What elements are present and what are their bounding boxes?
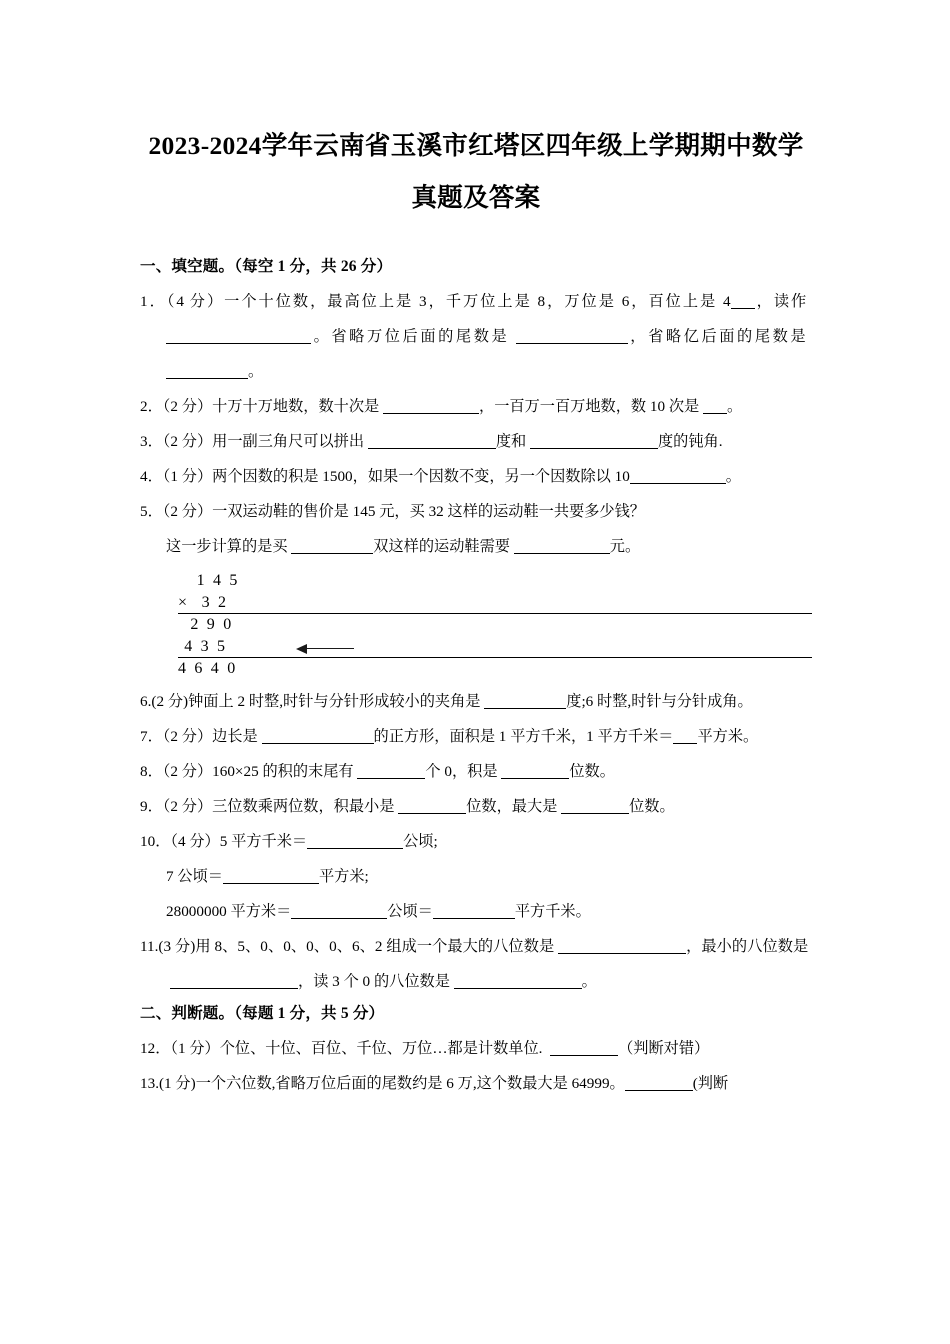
question-11-text-a: 用 8、5、0、0、0、0、6、2 组成一个最大的八位数是 [195,937,555,955]
blank-5-1[interactable] [291,540,373,554]
multiplicand-row [178,570,812,592]
question-7 [140,719,812,754]
question-7-text-a: 边长是 [212,727,258,745]
question-8-text-a: 160×25 的积的末尾有 [212,762,354,780]
partial-product-1: 2 9 0 [190,616,234,633]
multiply-operator: × [178,593,190,611]
question-2-text-b: ，一百万一百万地数，数 10 次是 [479,398,700,415]
blank-2-2[interactable] [703,400,727,414]
product-row [178,658,812,680]
question-4 [140,459,812,494]
question-1 [140,284,812,389]
question-9-number: 9． [140,797,163,815]
question-13-text-b: (判断 [692,1074,729,1092]
question-9-text-a: 三位数乘两位数，积最小是 [212,797,395,815]
question-8-text-b: 个 0，积是 [425,762,498,780]
blank-11-1[interactable] [558,940,686,954]
question-12-number: 12． [140,1039,171,1057]
question-5-text-d: 元。 [609,538,641,555]
question-4-text-b: 。 [725,468,741,485]
question-3-number: 3． [140,433,163,450]
question-1-text-a: 一个十位数，最高位上是 3，千万位上是 8，万位是 6，百位上是 4 [224,293,731,310]
question-5-score: （2 分） [162,503,213,520]
blank-8-1[interactable] [357,765,425,779]
blank-13-1[interactable] [625,1077,693,1091]
question-7-score: （2 分） [162,727,213,745]
section-heading-true-false: 二、判断题。（每题 1 分，共 5 分） [140,1004,385,1022]
question-5-subline [140,529,812,564]
question-13-text-a: 一个六位数,省略万位后面的尾数约是 6 万,这个数最大是 64999。 [195,1074,625,1092]
question-1-number: 1． [140,293,167,310]
multiplicand: 1 4 5 [196,572,240,589]
question-3-text-a: 用一副三角尺可以拼出 [212,433,365,450]
question-9 [140,789,812,824]
question-11-score: (3 分) [158,937,196,955]
section-heading-fill-in-blanks: 一、填空题。（每空 1 分，共 26 分） [140,258,393,275]
blank-10-3[interactable] [291,905,387,919]
question-13-score: (1 分) [158,1074,196,1092]
question-7-text-b: 的正方形，面积是 1 平方千米，1 平方千米＝ [373,727,674,745]
question-12 [140,1031,812,1066]
question-5-text-b: 这一步计算的是买 [166,538,288,555]
partial-product-2-row [178,636,812,659]
question-10-text-g: 平方千米。 [514,902,591,920]
question-12-score: （1 分） [170,1039,220,1057]
blank-10-4[interactable] [433,905,515,919]
multiplier-row [178,592,812,615]
question-6-text-c: 角。 [722,692,753,710]
question-1-score: （4 分） [166,293,225,310]
question-6-number: 6. [140,692,152,710]
blank-5-2[interactable] [514,540,610,554]
question-1-text-e: 。 [248,363,264,380]
question-6 [140,684,812,719]
question-11 [140,929,812,999]
question-10-text-c: 7 公顷＝ [166,867,223,885]
blank-10-1[interactable] [307,835,403,849]
blank-11-2[interactable] [170,975,298,989]
question-8 [140,754,812,789]
question-10 [140,824,812,859]
blank-11-3[interactable] [454,975,582,989]
title-line-1: 2023-2024学年云南省玉溪市红塔区四年级上学期期中数学 [148,131,804,160]
question-10-text-b: 公顷; [403,832,438,850]
blank-1-2[interactable] [166,330,311,344]
question-9-score: （2 分） [162,797,213,815]
question-5 [140,494,812,529]
partial-product-1-row [178,614,812,636]
question-9-text-b: 位数，最大是 [466,797,558,815]
question-10-text-f: 公顷＝ [387,902,433,920]
question-13-number: 13. [140,1074,159,1092]
question-10-number: 10． [140,832,171,850]
question-2-score: （2 分） [162,398,213,415]
question-1-text-c: 。省略万位后面的尾数是 [311,328,510,345]
blank-9-1[interactable] [398,800,466,814]
question-12-text-a: 个位、十位、百位、千位、万位…都是计数单位. [219,1039,543,1057]
question-10-text-d: 平方米; [318,867,369,885]
question-11-text-c: ，读 3 个 0 的八位数是 [298,972,450,990]
question-10-text-a: 5 平方千米＝ [219,832,308,850]
blank-1-1[interactable] [731,295,755,309]
blank-1-3[interactable] [516,330,628,344]
question-4-score: （1 分） [162,468,213,485]
blank-12-1[interactable] [550,1042,618,1056]
question-5-number: 5． [140,503,163,520]
question-2-text-c: 。 [727,398,743,415]
question-9-text-c: 位数。 [629,797,675,815]
blank-7-1[interactable] [262,730,374,744]
left-arrow-icon [296,644,354,654]
question-8-number: 8． [140,762,163,780]
blank-6-1[interactable] [484,695,566,709]
blank-8-2[interactable] [501,765,569,779]
question-1-text-d: ，省略亿后面的尾数是 [627,328,809,345]
question-10-text-e: 28000000 平方米＝ [166,902,292,920]
question-4-number: 4． [140,468,163,485]
question-5-text-a: 一双运动鞋的售价是 145 元，买 32 这样的运动鞋一共要多少钱？ [212,503,645,520]
blank-10-2[interactable] [223,870,319,884]
blank-3-1[interactable] [368,435,496,449]
question-2-number: 2． [140,398,163,415]
question-11-text-b: ，最小的八位数是 [686,937,809,955]
partial-product-2: 4 3 5 [184,637,228,655]
page-title [140,120,812,224]
blank-2-1[interactable] [383,400,479,414]
question-6-score: (2 分) [151,692,189,710]
question-2 [140,389,812,424]
question-10-subline-1 [140,859,812,894]
question-11-number: 11. [140,937,159,955]
question-3 [140,424,812,459]
title-line-2: 真题及答案 [411,183,541,212]
question-8-text-c: 位数。 [569,762,615,780]
question-7-number: 7． [140,727,163,745]
multiplier: 3 2 [201,593,229,611]
question-1-text-b: ，读作 [754,293,809,310]
blank-9-2[interactable] [561,800,629,814]
question-7-text-c: 平方米。 [697,727,759,745]
exam-body [140,252,812,1101]
question-3-text-b: 度和 [495,433,527,450]
blank-7-2[interactable] [673,730,697,744]
question-6-text-b: 度;6 时整,时针与分针成 [566,692,723,710]
question-5-text-c: 双这样的运动鞋需要 [373,538,510,555]
question-8-score: （2 分） [162,762,213,780]
vertical-multiplication-figure [140,570,812,680]
blank-4-1[interactable] [630,470,726,484]
product: 4 6 4 0 [178,660,238,677]
question-3-text-c: 度的钝角. [657,433,723,450]
question-4-text-a: 两个因数的积是 1500，如果一个因数不变，另一个因数除以 10 [212,468,630,485]
question-12-text-b: （判断对错） [618,1039,710,1057]
question-6-text-a: 钟面上 2 时整,时针与分针形成较小的夹角是 [188,692,481,710]
blank-1-4[interactable] [166,365,248,379]
blank-3-2[interactable] [530,435,658,449]
question-11-text-d: 。 [581,972,597,990]
question-10-score: （4 分） [170,832,220,850]
question-13 [140,1066,812,1101]
question-2-text-a: 十万十万地数，数十次是 [212,398,380,415]
question-10-subline-2 [140,894,812,929]
question-3-score: （2 分） [162,433,213,450]
